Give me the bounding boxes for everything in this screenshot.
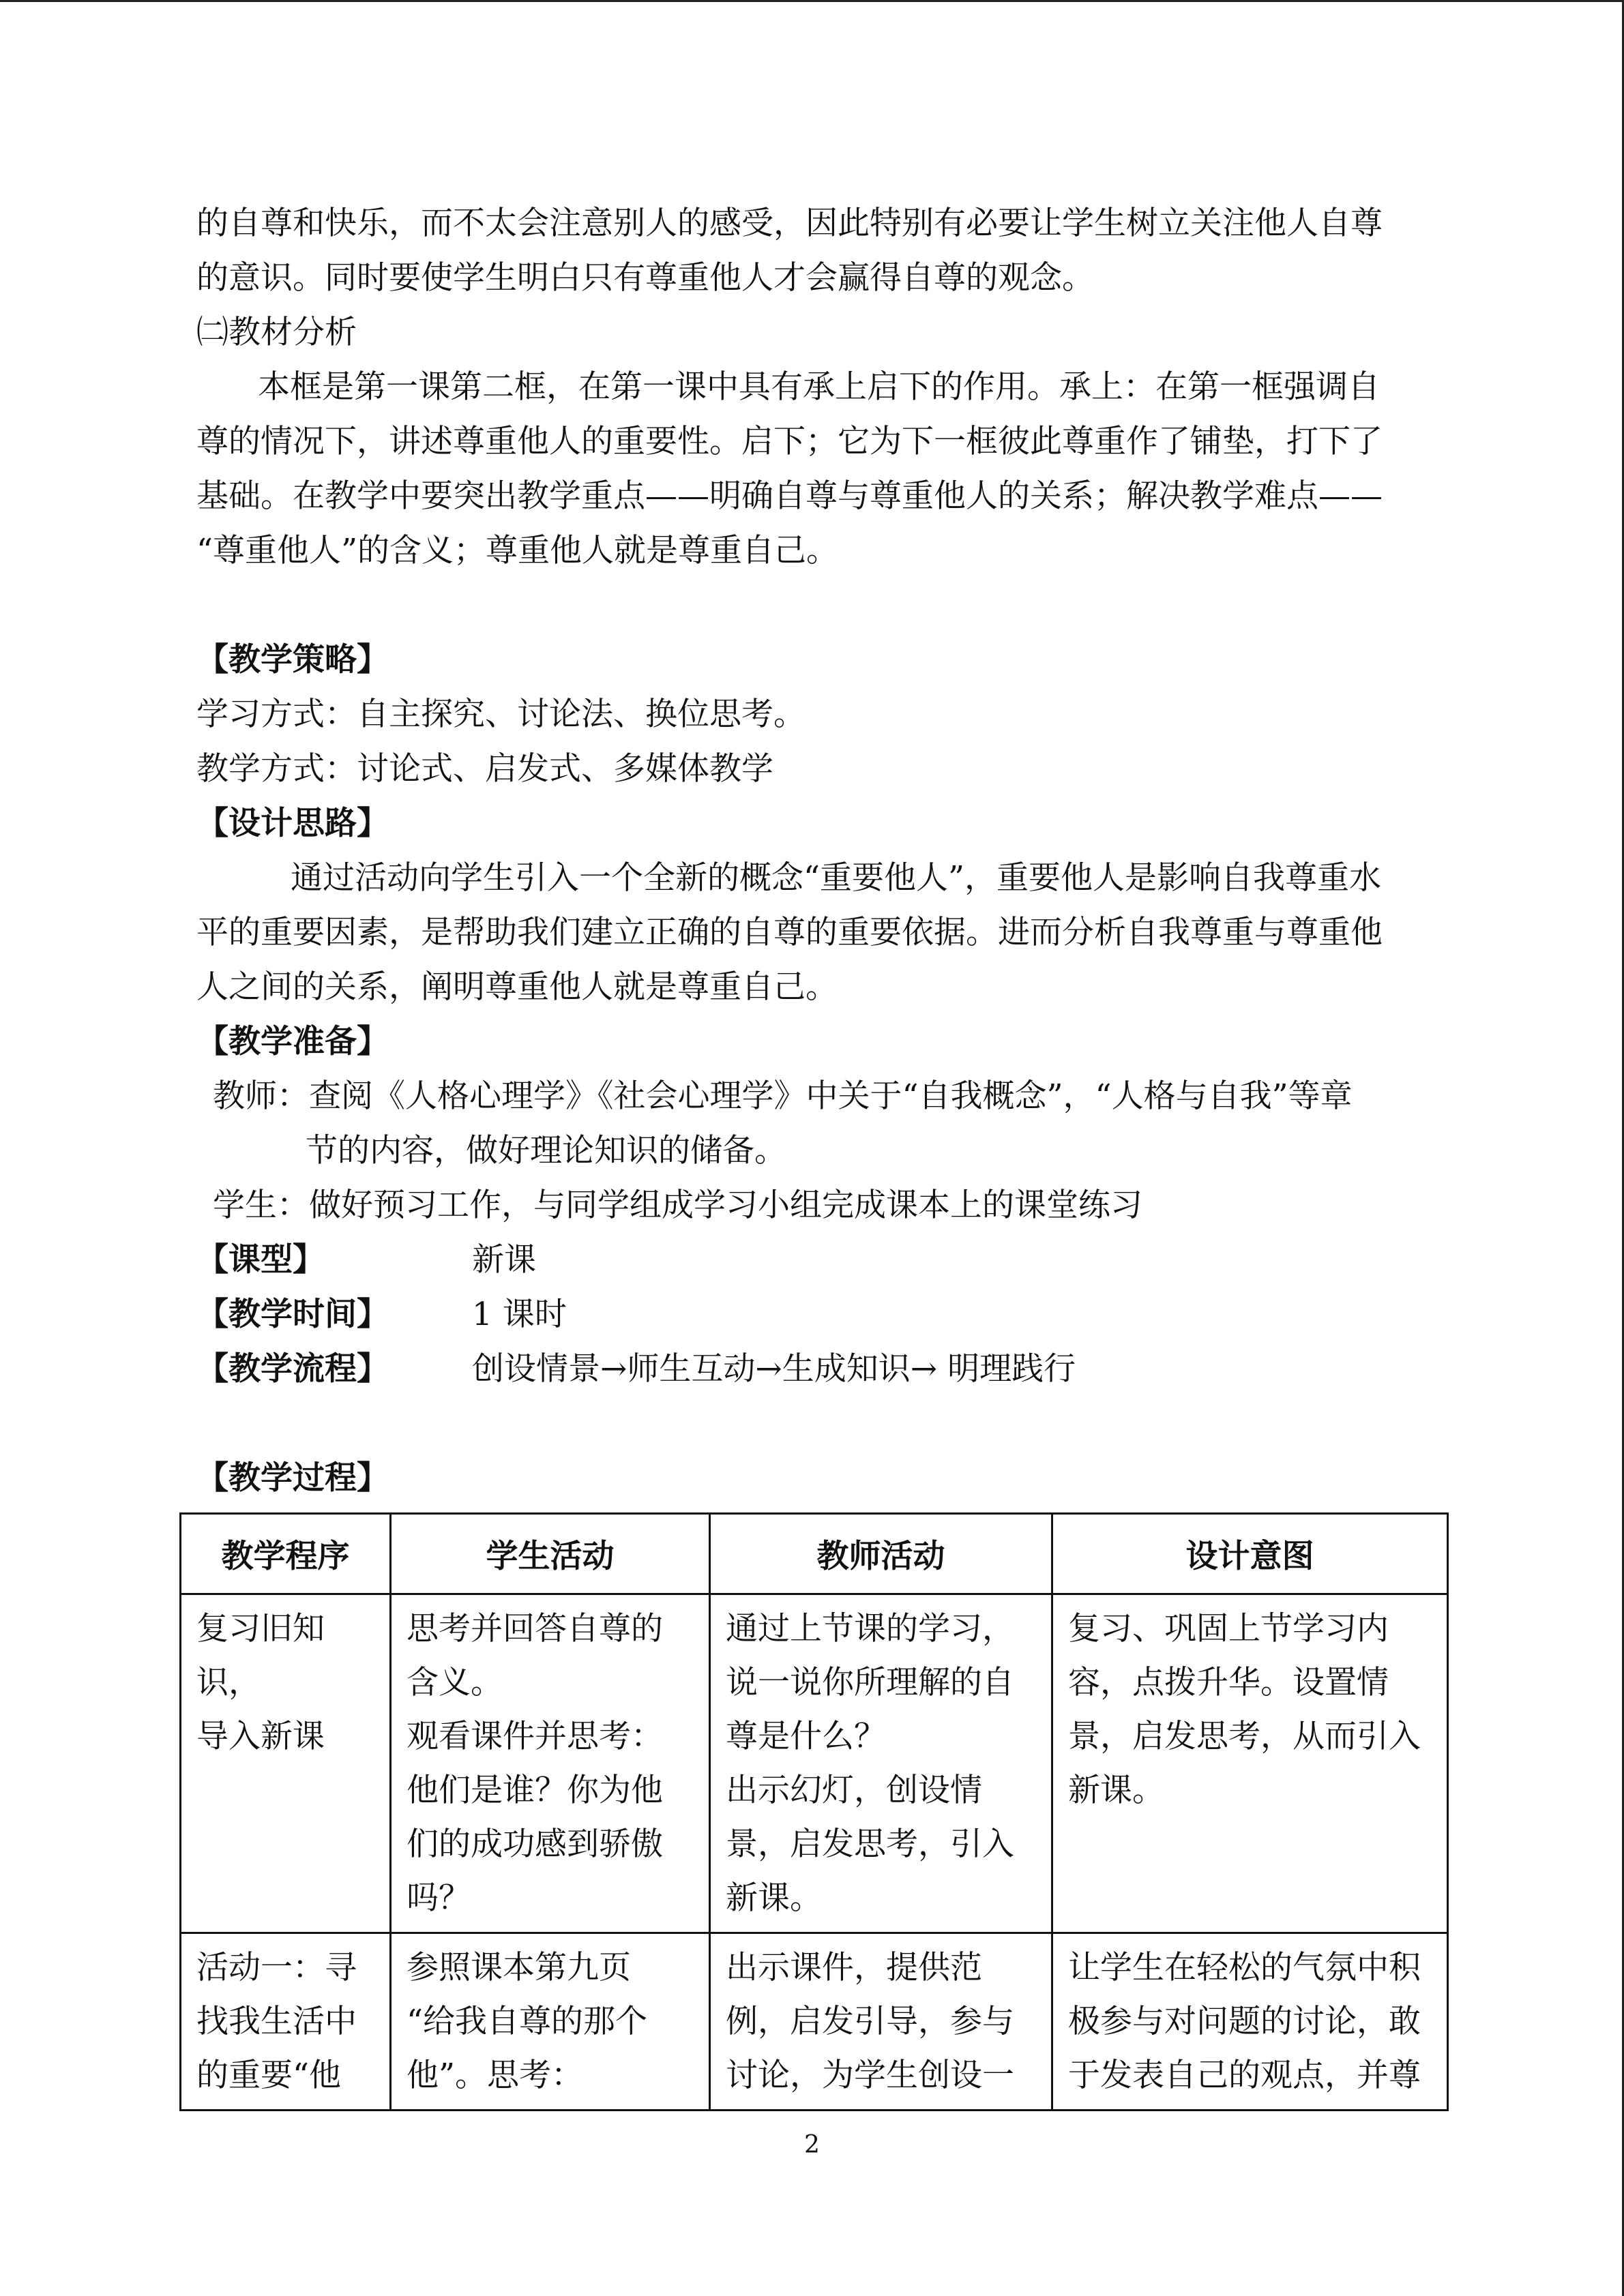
table-cell	[391, 1594, 710, 1933]
meta-row-type	[196, 1233, 1424, 1287]
table-cell	[1052, 1594, 1448, 1933]
table-cell	[181, 1594, 391, 1933]
meta-key: 【课型】	[196, 1241, 325, 1279]
cell-text: 景，启发思考，引入	[726, 1825, 1014, 1863]
cell-text: 新课。	[1068, 1772, 1164, 1809]
strategy-line: 学习方式：自主探究、讨论法、换位思考。	[196, 696, 806, 733]
material-line: 基础。在教学中要突出教学重点——明确自尊与尊重他人的关系；解决教学难点——	[196, 477, 1383, 515]
cell-text: 活动一：寻	[196, 1949, 357, 1986]
meta-value: 创设情景→师生互动→生成知识→ 明理践行	[472, 1350, 1076, 1388]
table-row	[181, 1594, 1448, 1933]
cell-text: 观看课件并思考：	[407, 1718, 663, 1755]
table-header-row	[181, 1514, 1448, 1594]
cell-text: 尊是什么？	[726, 1718, 886, 1755]
cell-text: 出示幻灯，创设情	[726, 1772, 982, 1809]
meta-row-flow	[196, 1342, 1424, 1397]
strategy-heading: 【教学策略】	[196, 641, 389, 679]
prep-teacher-line: 教师：查阅《人格心理学》《社会心理学》中关于“自我概念”，“人格与自我”等章	[213, 1077, 1353, 1115]
cell-text: 他们是谁？你为他	[407, 1772, 663, 1809]
cell-text: 说一说你所理解的自	[726, 1664, 1014, 1701]
table-cell	[710, 1933, 1052, 2111]
cell-text: 们的成功感到骄傲	[407, 1825, 663, 1863]
strategy-line: 教学方式：讨论式、启发式、多媒体教学	[196, 750, 773, 788]
column-header: 设计意图	[1052, 1514, 1448, 1594]
cell-text: “给我自尊的那个	[407, 2003, 648, 2040]
meta-value: 新课	[472, 1241, 536, 1279]
meta-row-time	[196, 1287, 1424, 1342]
cell-text: 他”。思考：	[407, 2057, 584, 2094]
meta-key: 【教学流程】	[196, 1350, 389, 1388]
cell-text: 的重要“他	[196, 2057, 342, 2094]
table-cell	[710, 1594, 1052, 1933]
column-header: 学生活动	[391, 1514, 710, 1594]
spacer	[196, 1397, 1424, 1451]
table-cell	[391, 1933, 710, 2111]
cell-text: 复习旧知	[196, 1610, 325, 1648]
cell-text: 出示课件，提供范	[726, 1949, 982, 1986]
meta-key: 【教学时间】	[196, 1296, 389, 1333]
prep-student-line: 学生：做好预习工作，与同学组成学习小组完成课本上的课堂练习	[213, 1187, 1142, 1224]
column-header: 教学程序	[181, 1514, 391, 1594]
table-cell	[181, 1933, 391, 2111]
cell-text: 思考并回答自尊的	[407, 1610, 663, 1648]
cell-text: 通过上节课的学习，	[726, 1610, 1014, 1648]
cell-text: 含义。	[407, 1664, 503, 1701]
cell-text: 新课。	[726, 1879, 822, 1917]
design-line: 人之间的关系，阐明尊重他人就是尊重自己。	[196, 968, 838, 1006]
prep-teacher-line: 节的内容，做好理论知识的储备。	[306, 1132, 786, 1169]
cell-text: 识，	[196, 1664, 261, 1701]
material-heading: ㈡教材分析	[196, 314, 357, 351]
page-number: 2	[804, 2131, 820, 2159]
cell-text: 极参与对问题的讨论，敢	[1068, 2003, 1421, 2040]
process-table	[179, 1512, 1449, 2111]
design-line: 通过活动向学生引入一个全新的概念“重要他人”，重要他人是影响自我尊重水	[291, 859, 1382, 897]
document-body	[196, 196, 1424, 1506]
cell-text: 吗？	[407, 1879, 471, 1917]
prep-heading: 【教学准备】	[196, 1023, 389, 1060]
material-line: “尊重他人”的含义；尊重他人就是尊重自己。	[196, 532, 839, 569]
cell-text: 例，启发引导，参与	[726, 2003, 1014, 2040]
table-cell	[1052, 1933, 1448, 2111]
cell-text: 容，点拨升华。设置情	[1068, 1664, 1389, 1701]
cell-text: 讨论，为学生创设一	[726, 2057, 1014, 2094]
process-heading: 【教学过程】	[196, 1459, 389, 1497]
cell-text: 找我生活中	[196, 2003, 357, 2040]
cell-text: 让学生在轻松的气氛中积	[1068, 1949, 1421, 1986]
material-line: 本框是第一课第二框，在第一课中具有承上启下的作用。承上：在第一框强调自	[258, 368, 1380, 406]
table-row	[181, 1933, 1448, 2111]
intro-line: 的意识。同时要使学生明白只有尊重他人才会赢得自尊的观念。	[196, 259, 1094, 297]
design-line: 平的重要因素，是帮助我们建立正确的自尊的重要依据。进而分析自我尊重与尊重他	[196, 914, 1383, 951]
cell-text: 参照课本第九页	[407, 1949, 631, 1986]
column-header: 教师活动	[710, 1514, 1052, 1594]
spacer	[196, 578, 1424, 633]
intro-line: 的自尊和快乐，而不太会注意别人的感受，因此特别有必要让学生树立关注他人自尊	[196, 205, 1383, 242]
meta-value: 1 课时	[472, 1296, 567, 1333]
cell-text: 景，启发思考，从而引入	[1068, 1718, 1421, 1755]
cell-text: 复习、巩固上节学习内	[1068, 1610, 1389, 1648]
material-line: 尊的情况下，讲述尊重他人的重要性。启下；它为下一框彼此尊重作了铺垫，打下了	[196, 423, 1383, 460]
cell-text: 导入新课	[196, 1718, 325, 1755]
cell-text: 于发表自己的观点，并尊	[1068, 2057, 1421, 2094]
page-border-top	[0, 0, 1624, 2]
design-heading: 【设计思路】	[196, 805, 389, 842]
